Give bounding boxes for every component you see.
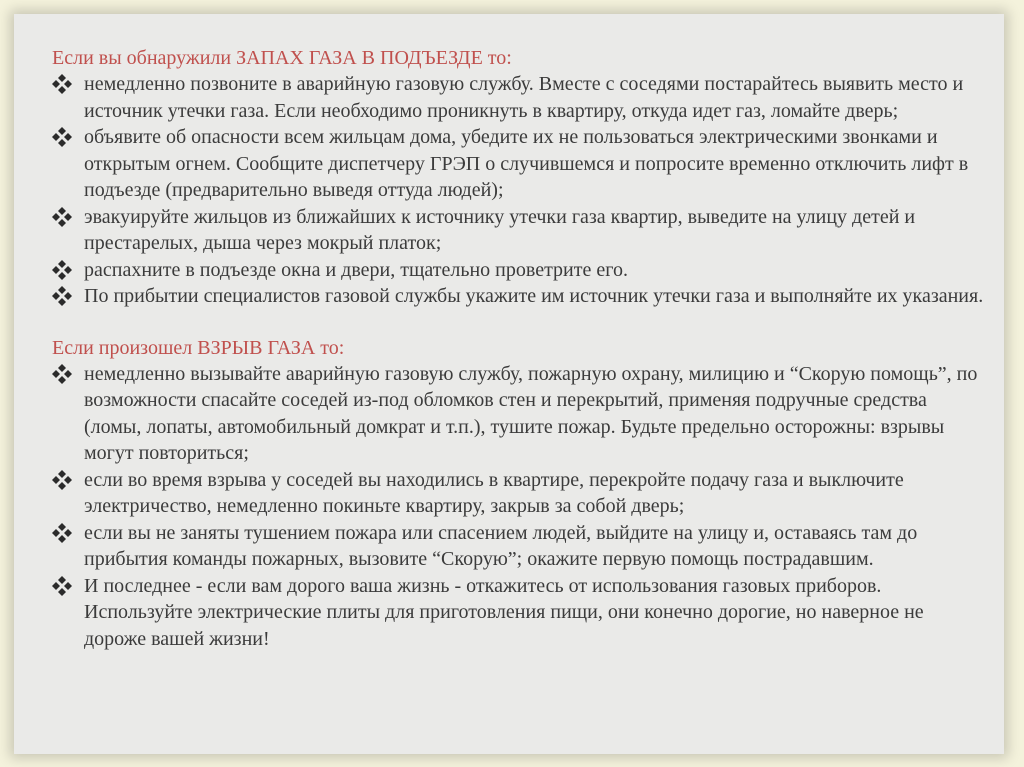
list-item bbox=[52, 124, 984, 204]
list-item bbox=[52, 467, 984, 520]
four-diamond-bullet-icon bbox=[52, 207, 72, 227]
list-item-text: немедленно позвоните в аварийную газовую службу. Вместе с соседями постарайтесь выявить место и источник утечки газа. Если необходимо проникнуть в квартиру, откуда идет газ, ломайте дверь; bbox=[84, 73, 964, 122]
list-item-text: распахните в подъезде окна и двери, тщательно проветрите его. bbox=[84, 258, 628, 281]
list-item-text: немедленно вызывайте аварийную газовую службу, пожарную охрану, милицию и “Скорую помощь”, по возможности спасайте соседей из-под обломков стен и перекрытий, применяя подручные средства (ломы, лопаты, автомобильный домкрат и т.п.), тушите пожар. Будьте предельно осторожны: взрывы могут повториться; bbox=[84, 362, 978, 464]
list-item bbox=[52, 283, 984, 310]
gas-smell-instructions-list bbox=[52, 71, 984, 310]
four-diamond-bullet-icon bbox=[52, 260, 72, 280]
list-item bbox=[52, 520, 984, 573]
four-diamond-bullet-icon bbox=[52, 576, 72, 596]
section-heading-gas-explosion: Если произошел ВЗРЫВ ГАЗА то: bbox=[52, 336, 345, 359]
list-item-text: объявите об опасности всем жильцам дома, убедите их не пользоваться электрическими звонками и открытым огнем. Сообщите диспетчеру ГРЭП о случившемся и попросите временно отключить лифт в подъезде (предварительно выведя оттуда людей); bbox=[84, 126, 969, 201]
four-diamond-bullet-icon bbox=[52, 470, 72, 490]
list-item bbox=[52, 204, 984, 257]
list-item-text: По прибытии специалистов газовой службы укажите им источник утечки газа и выполняйте их указания. bbox=[84, 285, 984, 307]
list-item bbox=[52, 257, 984, 284]
list-item-text: эвакуируйте жильцов из ближайших к источнику утечки газа квартир, выведите на улицу детей и престарелых, дыша через мокрый платок; bbox=[84, 205, 916, 254]
list-item-text: если вы не заняты тушением пожара или спасением людей, выйдите на улицу и, оставаясь там до прибытия команды пожарных, вызовите “Скорую”; окажите первую помощь пострадавшим. bbox=[84, 521, 918, 570]
list-item bbox=[52, 361, 984, 467]
gas-explosion-instructions-list bbox=[52, 361, 984, 653]
list-item-text: если во время взрыва у соседей вы находились в квартире, перекройте подачу газа и выключите электричество, немедленно покиньте квартиру, закрыв за собой дверь; bbox=[84, 468, 904, 517]
section-heading-gas-smell: Если вы обнаружили ЗАПАХ ГАЗА В ПОДЪЕЗДЕ то: bbox=[52, 47, 512, 69]
four-diamond-bullet-icon bbox=[52, 286, 72, 306]
list-item-text: И последнее - если вам дорого ваша жизнь - откажитесь от использования газовых приборов. Используйте электрические плиты для приготовления пищи, они конечно дорогие, но наверное не дороже вашей жизни! bbox=[84, 574, 924, 650]
slide bbox=[14, 14, 1004, 754]
list-item bbox=[52, 573, 984, 653]
four-diamond-bullet-icon bbox=[52, 74, 72, 94]
four-diamond-bullet-icon bbox=[52, 364, 72, 384]
list-item bbox=[52, 71, 984, 124]
four-diamond-bullet-icon bbox=[52, 127, 72, 147]
four-diamond-bullet-icon bbox=[52, 523, 72, 543]
